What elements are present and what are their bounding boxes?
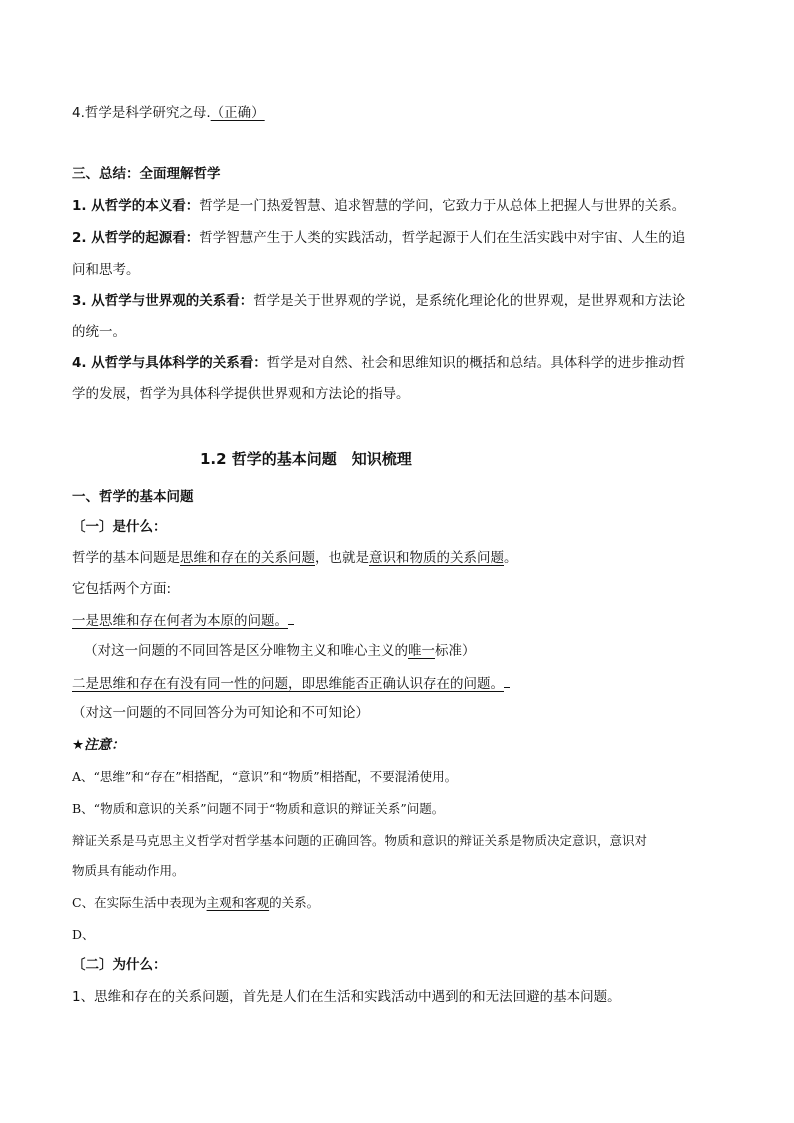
aspect-1-note [84,642,476,660]
subheading-why: 〔二〕为什么： [72,957,167,973]
notice-b-detail-2: 物质具有能动作用。 [72,863,185,878]
aspect-2-underline-tail [504,673,510,688]
summary-point-4-text: 哲学是对自然、社会和思维知识的概括和总结。具体科学的进步推动哲 [266,355,686,371]
summary-point-3-continued: 的统一。 [72,324,126,340]
aspect-1-underline-tail [288,610,294,625]
why-point-1: 1、思维和存在的关系问题，首先是人们在生活和实践活动中遇到的和无法回避的基本问题。 [72,989,621,1005]
summary-point-2-label: 2. 从哲学的起源看： [72,230,200,246]
definition-term-consciousness-matter: 意识和物质的关系问题 [369,550,504,566]
summary-point-4-continued: 学的发展，哲学为具体科学提供世界观和方法论的指导。 [72,386,410,402]
summary-point-3-label: 3. 从哲学与世界观的关系看： [72,293,254,309]
aspect-2 [72,673,510,693]
definition-line [72,549,518,567]
aspect-2-text: 二是思维和存在有没有同一性的问题，即思维能否正确认识存在的问题。 [72,676,504,692]
summary-point-1-label: 1. 从哲学的本义看： [72,198,200,214]
summary-point-4 [72,354,685,372]
summary-heading: 三、总结：全面理解哲学 [72,166,221,182]
notice-d: D、 [72,927,95,942]
notice-c-text-a: C、在实际生活中表现为 [72,895,207,910]
summary-point-2-continued: 问和思考。 [72,262,140,278]
question-4-text: 4.哲学是科学研究之母. [72,105,211,121]
section-title: 1.2 哲学的基本问题 知识梳理 [200,450,412,468]
aspect-1 [72,610,294,630]
summary-point-3-text: 哲学是关于世界观的学说，是系统化理论化的世界观，是世界观和方法论 [253,293,686,309]
summary-point-4-label: 4. 从哲学与具体科学的关系看： [72,355,267,371]
notice-c [72,894,319,912]
summary-point-2-text: 哲学智慧产生于人类的实践活动，哲学起源于人们在生活实践中对宇宙、人生的追 [199,230,686,246]
aspect-2-note: （对这一问题的不同回答分为可知论和不可知论） [72,705,369,721]
question-4-answer: （正确） [210,105,265,121]
definition-text-c: ，也就是 [315,550,369,566]
aspect-1-note-key-word: 唯一 [408,643,435,659]
summary-point-3 [72,292,685,310]
two-aspects-line: 它包括两个方面: [72,581,172,597]
definition-text-a: 哲学的基本问题是 [72,550,180,566]
subheading-what: 〔一〕是什么： [72,519,167,535]
summary-point-1 [72,197,685,215]
notice-label: ★注意： [72,737,125,753]
basic-question-heading: 一、哲学的基本问题 [72,489,194,505]
notice-c-key-term: 主观和客观 [206,895,270,910]
summary-point-1-text: 哲学是一门热爱智慧、追求智慧的学问，它致力于从总体上把握人与世界的关系。 [199,198,686,214]
definition-term-thinking-existence: 思维和存在的关系问题 [180,550,315,566]
notice-b-detail-1: 辩证关系是马克思主义哲学对哲学基本问题的正确回答。物质和意识的辩证关系是物质决定意识，意识对 [72,833,648,848]
notice-a: A、“思维”和“存在”相搭配，“意识”和“物质”相搭配，不要混淆使用。 [72,769,458,784]
aspect-1-text: 一是思维和存在何者为本原的问题。 [72,613,288,629]
aspect-1-note-text-c: 标准） [435,643,476,659]
notice-c-text-c: 的关系。 [269,895,320,910]
notice-b: B、“物质和意识的关系”问题不同于“物质和意识的辩证关系”问题。 [72,801,445,816]
aspect-1-note-text-a: （对这一问题的不同回答是区分唯物主义和唯心主义的 [84,643,408,659]
definition-text-e: 。 [504,550,518,566]
question-4 [72,104,265,122]
summary-point-2 [72,229,685,247]
